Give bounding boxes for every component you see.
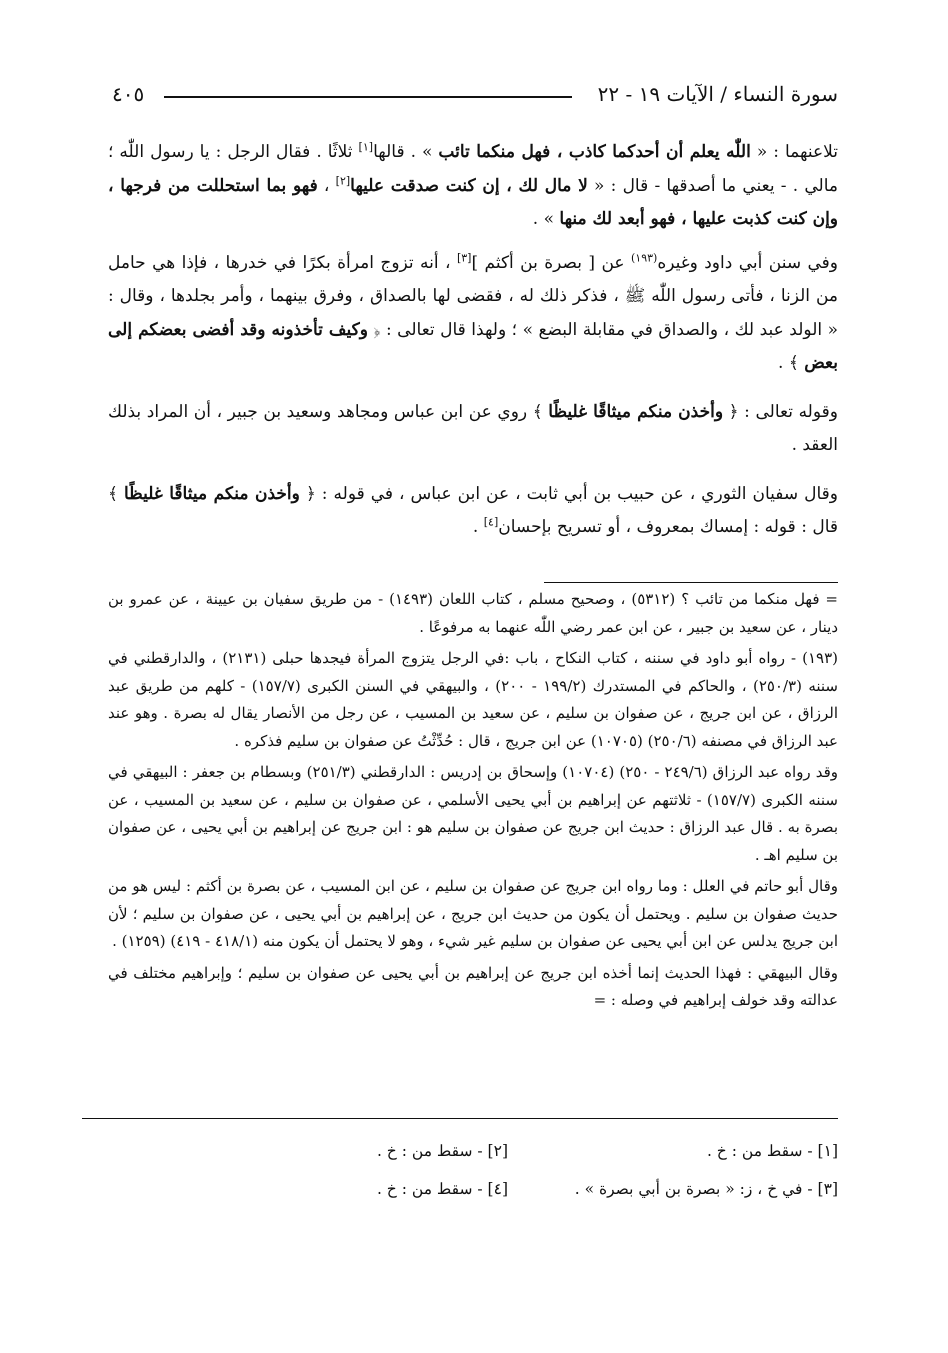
footnote-paragraph: وقد رواه عبد الرزاق (٢٤٩/٦ - ٢٥٠) (١٠٧٠٤) وإسحاق بن إدريس : الدارقطني (٢٥١/٣) وبسطام بن جعفر : البيهقي في سننه الكبرى (١٥٧/٧) - ثلاثتهم عن إبراهيم بن أبي يحيى الأسلمي ، عن صفوان بن سليم ، عن سعيد بن المسيب ، عن بصرة به . قال عبد الرزاق : حديث ابن جريج عن صفوان بن سليم هو : ابن جريج عن إبراهيم بن أبي يحيى ، عن صفوان بن سليم اهـ . <box>108 763 839 864</box>
text: ﴾ روي عن ابن عباس ومجاهد وسعيد بن جبير ، أن المراد بذلك العقد . <box>108 401 838 455</box>
header-title: سورة النساء / الآيات ١٩ - ٢٢ <box>597 82 838 106</box>
text: » . <box>532 209 560 229</box>
text: ثلاثًا . فقال الرجل : يا رسول اللّٰه ؛ مالي . - يعني ما أصدقها - قال : « <box>108 142 839 196</box>
editor-note-3: [٣] - في خ ، ز: « بصرة بن أبي بصرة » . <box>574 1180 838 1198</box>
footnote-paragraph: وقال البيهقي : فهذا الحديث إنما أخذه ابن جريج عن إبراهيم بن أبي يحيى عن صفوان بن سليم ؛ وإبراهيم مختلف في عدالته وقد خولف إبراهيم في وصله : = <box>108 963 838 1009</box>
footnote-paragraph: وقال أبو حاتم في العلل : وما رواه ابن جريج عن صفوان بن سليم ، عن ابن المسيب ، عن بصرة بن أكثم : ليس هو من حديث صفوان بن سليم . ويحتمل أن يكون من حديث ابن جريج ، عن إبراهيم بن أبي يحيى ، عن صفوان بن سليم ؛ لأن ابن جريج يدلس عن ابن أبي يحيى عن صفوان بن سليم غير شيء ، وهو لا يحتمل أن يكون منه (٤١٨/١ - ٤١٩) (١٢٥٩) . <box>108 877 838 950</box>
text: وفي سنن أبي داود وغيره <box>657 252 839 273</box>
hadith-text: لا مال لك ، إن كنت صدقت عليها <box>350 175 588 196</box>
note-row <box>108 1132 838 1170</box>
text: تلاعنهما : « <box>750 142 838 162</box>
editor-notes <box>108 1132 838 1208</box>
quran-verse: وأخذن منكم ميثاقًا غليظًا <box>548 401 724 422</box>
text: ، أنه تزوج امرأة بكرًا في خدرها ، فإذا هي حامل من الزنا ، فأتى رسول اللّٰه ﷺ ، فذكر ذلك له ، فقضى لها بالصداق ، وفرق بينهما ، وأمر بجلدها ، وقال : « الولد عبد لك ، والصداق في مقابلة البضع » ؛ ولهذا قال تعالى : ﴿ <box>108 252 838 340</box>
editor-note-1: [١] - سقط من : خ . <box>706 1142 838 1160</box>
hadith-text: اللّٰه يعلم أن أحدكما كاذب ، فهل منكما تائب <box>438 142 751 162</box>
paragraph-4 <box>108 478 838 545</box>
paragraph-3 <box>108 396 838 463</box>
hadith-text: فهو بما استحللت من فرجها ، وإن كنت كذبت عليها ، فهو أبعد لك منها <box>108 175 838 229</box>
text: وقوله تعالى : ﴿ <box>723 401 838 422</box>
editor-notes-separator <box>82 1118 838 1119</box>
header-rule <box>164 96 572 98</box>
page-number: ٤٠٥ <box>112 82 145 106</box>
footnote-193: (١٩٣) - رواه أبو داود في سننه ، كتاب النكاح ، باب :في الرجل يتزوج المرأة فيجدها حبلى (٢١٣١) ، والدارقطني في سننه (٢٥٠/٣) ، والحاكم في المستدرك (١٩٩/٢ - ٢٠٠) ، والبيهقي في السنن الكبرى (١٥٧/٧) - كلهم من طريق عبد الرزاق ، عن ابن جريج ، عن صفوان بن سليم ، عن سعيد بن المسيب ، عن رجل من الأنصار يقال له بصرة . وهو عند عبد الرزاق في مصنفه (٢٥٠/٦) (١٠٧٠٥) عن ابن جريج ، قال : حُدِّثْتُ عن صفوان بن سليم فذكره . <box>108 649 839 750</box>
paragraph-2 <box>108 247 838 381</box>
text: » . قالها <box>373 142 439 162</box>
note-row <box>108 1170 838 1208</box>
editor-note-4: [٤] - سقط من : خ . <box>376 1180 508 1198</box>
note-ref: [٤] <box>483 515 499 529</box>
footnotes <box>108 586 838 1019</box>
text: ﴾ قال : قوله : إمساك بمعروف ، أو تسريح بإحسان <box>108 483 838 537</box>
note-ref: [١] <box>358 140 374 154</box>
text: ﴾ . <box>778 353 805 373</box>
main-text <box>108 136 838 560</box>
note-ref: [٢] <box>335 173 351 187</box>
quran-verse: وأخذن منكم ميثاقًا غليظًا <box>123 483 300 504</box>
note-ref: [٣] <box>456 250 472 264</box>
text: . <box>472 517 484 537</box>
text: عن [ بصرة بن أكثم ] <box>471 252 631 273</box>
editor-note-2: [٢] - سقط من : خ . <box>376 1142 508 1160</box>
running-header <box>112 82 838 112</box>
footnote-continued: = فهل منكما من تائب ؟ (٥٣١٢) ، وصحيح مسلم ، كتاب اللعان (١٤٩٣) - من طريق سفيان بن عيينة ، عن عمرو بن دينار ، عن سعيد بن جبير ، عن ابن عمر رضي اللّٰه عنهما به مرفوعًا . <box>108 590 839 636</box>
quran-verse: وكيف تأخذونه وقد أفضى بعضكم إلى بعض <box>108 319 838 373</box>
footnote-ref: (١٩٣) <box>630 250 658 264</box>
text: وقال سفيان الثوري ، عن حبيب بن أبي ثابت ، عن ابن عباس ، في قوله : ﴿ <box>299 483 838 504</box>
paragraph-1 <box>108 136 838 237</box>
footnote-separator <box>544 582 838 583</box>
text: ، <box>317 175 336 196</box>
